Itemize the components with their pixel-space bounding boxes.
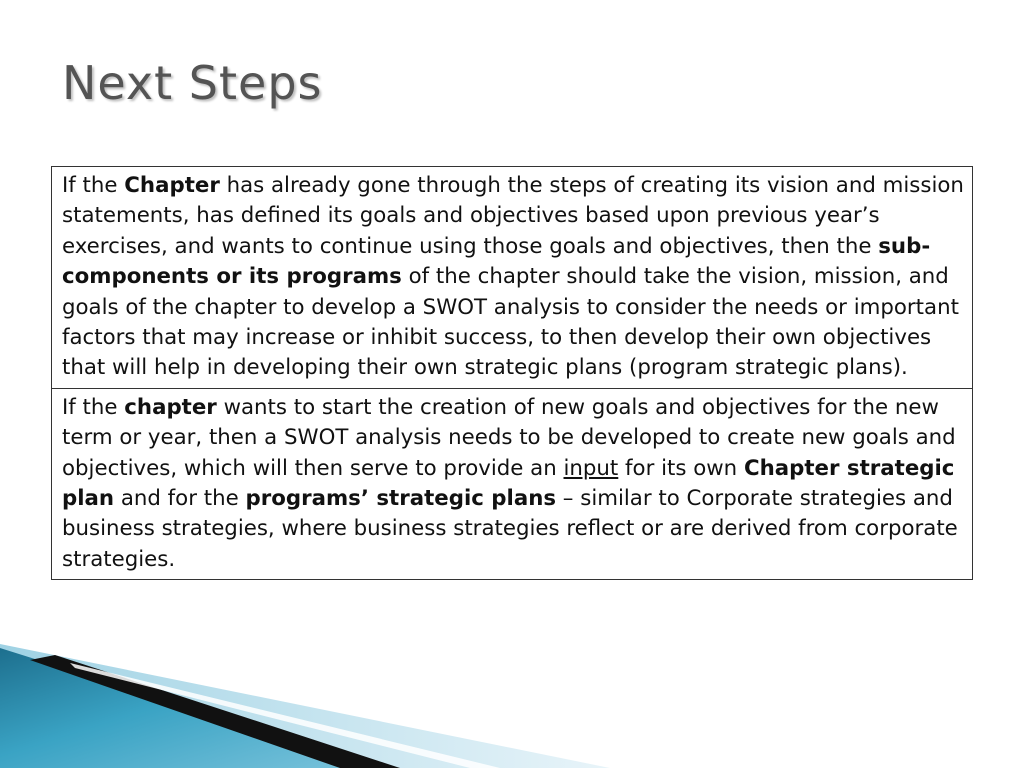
text-run-underline: input [563,455,619,481]
text-run: for its own [618,455,744,481]
white-swoosh-highlight [70,663,500,768]
text-run: has already gone through the steps of creating its vision and mission statements, has defined its goals and objectives based upon previous year’s exercises, and wants to continue using those goals and objectives, then the [62,173,964,259]
slide-title: Next Steps [62,56,323,110]
text-run-bold: Chapter [124,173,220,198]
text-run: – similar to Corporate strategies and business strategies, where business strategies reflect or are derived from corporate strategies. [62,486,958,572]
text-run: wants to start the creation of new goals and objectives for the new term or year, then a SWOT analysis needs to be developed to create new goals and objectives, which will then serve to provide an [62,394,956,481]
text-run-bold: sub-components or its programs [62,233,931,290]
text-run-bold: Chapter strategic plan [62,455,955,512]
teal-swoosh-band [0,648,380,768]
table-cell [52,167,973,389]
dark-swoosh-stripe [30,655,400,768]
text-run-bold: chapter [124,394,217,420]
content-table [51,166,973,580]
table-row [52,388,973,579]
table-row [52,167,973,389]
text-run-bold: programs’ strategic plans [245,486,557,512]
text-run: of the chapter should take the vision, mission, and goals of the chapter to develop a SWOT analysis to consider the needs or important factors that may increase or inhibit success, to then develop their own objectives that will help in developing their own strategic plans (program strategic plans). [62,264,959,381]
table-cell [52,388,973,579]
text-run: and for the [114,486,246,512]
light-swoosh-band [0,644,610,768]
text-run: If the [62,394,125,420]
text-run: If the [62,173,125,198]
